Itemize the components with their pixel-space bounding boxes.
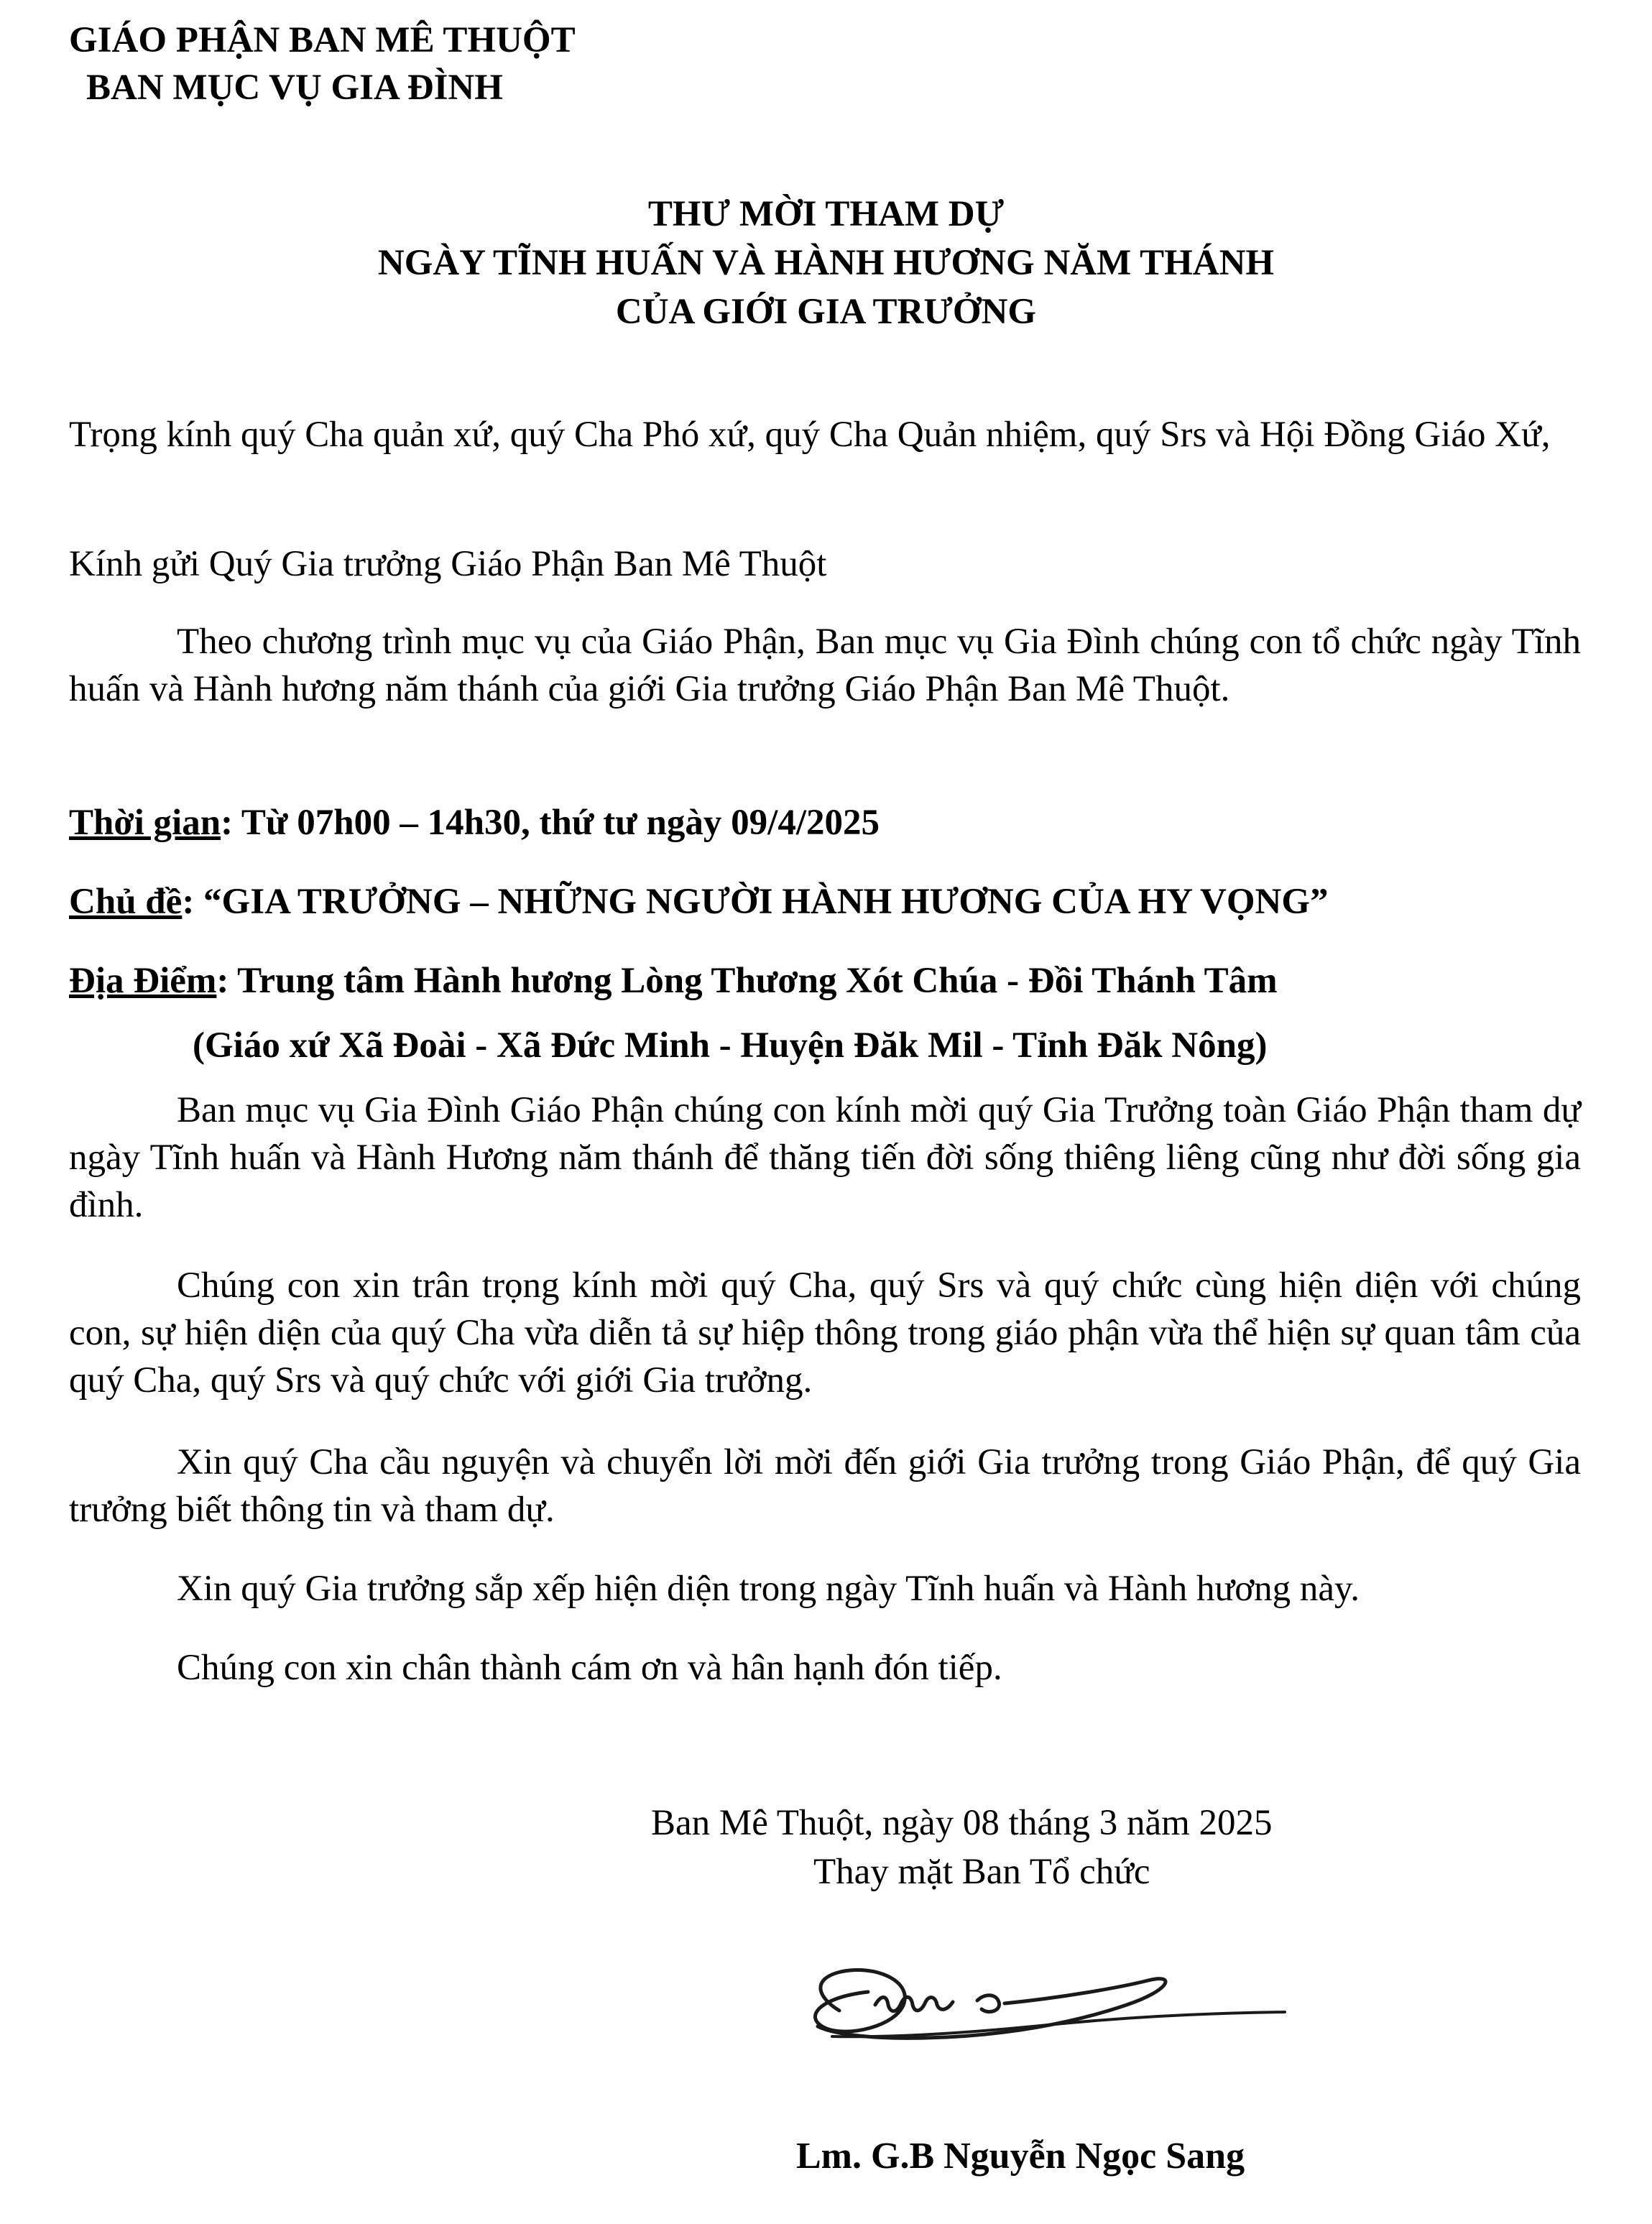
event-place — [69, 957, 1278, 1005]
theme-value: : “GIA TRƯỞNG – NHỮNG NGƯỜI HÀNH HƯƠNG CỦA HY VỌNG” — [182, 882, 1329, 922]
department-name: BAN MỤC VỤ GIA ĐÌNH — [86, 68, 503, 108]
place-label: Địa Điểm — [69, 961, 217, 1001]
place-and-date: Ban Mê Thuột, ngày 08 tháng 3 năm 2025 — [651, 1803, 1273, 1843]
event-place-detail: (Giáo xứ Xã Đoài - Xã Đức Minh - Huyện Đăk Mil - Tỉnh Đăk Nông) — [193, 1025, 1268, 1066]
clergy-invitation-paragraph: Chúng con xin trân trọng kính mời quý Cha, quý Srs và quý chức cùng hiện diện với chúng con, sự hiện diện của quý Cha vừa diễn tả sự hiệp thông trong giáo phận vừa thể hiện sự quan tâm của quý Cha, quý Srs và quý chức với giới Gia trưởng. — [69, 1265, 1581, 1401]
intro-paragraph: Theo chương trình mục vụ của Giáo Phận, Ban mục vụ Gia Đình chúng con tổ chức ngày Tĩnh huấn và Hành hương năm thánh của giới Gia trưởng Giáo Phận Ban Mê Thuột. — [69, 622, 1581, 709]
invitation-paragraph: Ban mục vụ Gia Đình Giáo Phận chúng con kính mời quý Gia Trưởng toàn Giáo Phận tham dự ngày Tĩnh huấn và Hành Hương năm thánh để thăng tiến đời sống thiêng liêng cũng như đời sống gia đình. — [69, 1090, 1581, 1225]
letter-title-line3: CỦA GIỚI GIA TRƯỞNG — [615, 292, 1037, 332]
on-behalf-of: Thay mặt Ban Tổ chức — [813, 1852, 1150, 1892]
time-label: Thời gian — [69, 803, 221, 843]
theme-label: Chủ đề — [69, 882, 183, 922]
event-theme — [69, 878, 1329, 926]
prayer-request-paragraph: Xin quý Cha cầu nguyện và chuyển lời mời đến giới Gia trưởng trong Giáo Phận, để quý Gia trưởng biết thông tin và tham dự. — [69, 1442, 1581, 1530]
letter-title-line2: NGÀY TĨNH HUẤN VÀ HÀNH HƯƠNG NĂM THÁNH — [377, 243, 1275, 283]
event-time — [69, 799, 880, 846]
salutation-clergy: Trọng kính quý Cha quản xứ, quý Cha Phó xứ, quý Cha Quản nhiệm, quý Srs và Hội Đồng Giáo Xứ, — [69, 415, 1551, 455]
salutation-fathers: Kính gửi Quý Gia trưởng Giáo Phận Ban Mê Thuột — [69, 544, 827, 584]
place-value: : Trung tâm Hành hương Lòng Thương Xót Chúa - Đồi Thánh Tâm — [216, 961, 1278, 1001]
thanks-line: Chúng con xin chân thành cám ơn và hân hạnh đón tiếp. — [177, 1648, 1002, 1688]
signature-drawing — [789, 1947, 1335, 2062]
diocese-name: GIÁO PHẬN BAN MÊ THUỘT — [69, 20, 576, 60]
letter-title-line1: THƯ MỜI THAM DỰ — [647, 194, 1005, 234]
attendance-request: Xin quý Gia trưởng sắp xếp hiện diện trong ngày Tĩnh huấn và Hành hương này. — [177, 1569, 1360, 1609]
signature-image — [789, 1947, 1335, 2066]
signer-name: Lm. G.B Nguyễn Ngọc Sang — [796, 2136, 1245, 2177]
time-value: : Từ 07h00 – 14h30, thứ tư ngày 09/4/2025 — [221, 803, 880, 843]
